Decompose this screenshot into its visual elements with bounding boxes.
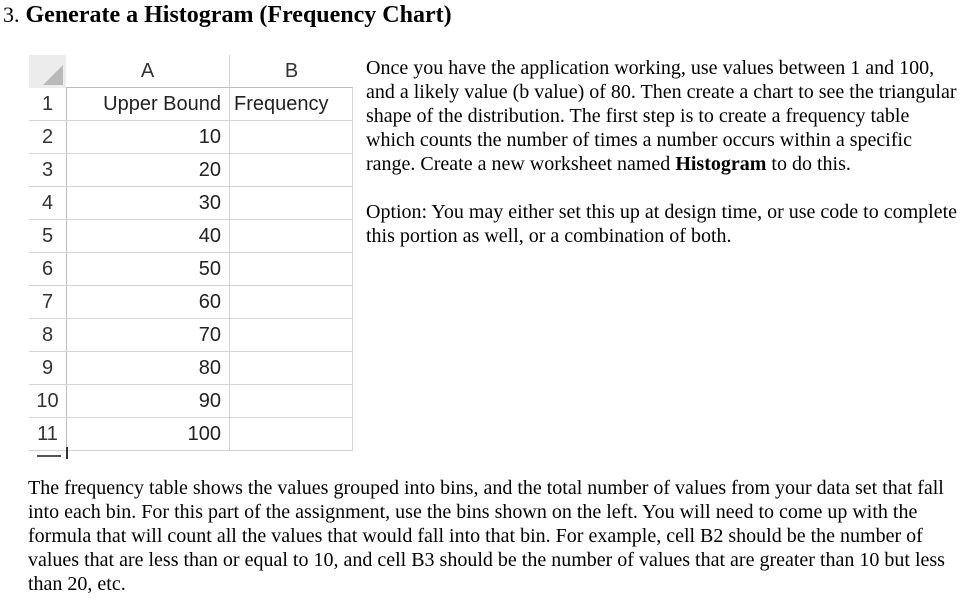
cell-a1[interactable]: Upper Bound [66, 88, 230, 120]
table-row [66, 121, 353, 154]
cell-b8[interactable] [230, 319, 353, 351]
instructions-side [366, 56, 961, 248]
table-row [66, 220, 353, 253]
table-row [66, 418, 353, 451]
row-header[interactable]: 10 [29, 385, 66, 418]
section-title: Generate a Histogram (Frequency Chart) [25, 2, 452, 28]
cell-b9[interactable] [230, 352, 353, 384]
instructions-paragraph-1 [366, 56, 961, 176]
select-all-triangle-icon [43, 65, 63, 85]
cell-a3[interactable]: 20 [66, 154, 230, 186]
row-header[interactable]: 4 [29, 187, 66, 220]
table-row [66, 352, 353, 385]
instructions-paragraph-3: The frequency table shows the values grouped into bins, and the total number of values from your data set that fall into each bin. For this part of the assignment, use the bins shown on the left. You will need to come up with the formula that will count all the values that would fall into that bin. For example, cell B2 should be the number of values that are less than or equal to 10, and cell B3 should be the number of values that are greater than 10 but less than 20, etc. [28, 477, 945, 595]
cell-a10[interactable]: 90 [66, 385, 230, 417]
cell-b6[interactable] [230, 253, 353, 285]
sheet-right-border [352, 88, 353, 451]
row-header[interactable]: 6 [29, 253, 66, 286]
cell-b5[interactable] [230, 220, 353, 252]
cell-a9[interactable]: 80 [66, 352, 230, 384]
cell-grid [66, 88, 353, 451]
instructions-text-1b: to do this. [766, 153, 851, 175]
cell-a8[interactable]: 70 [66, 319, 230, 351]
row-header[interactable]: 3 [29, 154, 66, 187]
cell-a11[interactable]: 100 [66, 418, 230, 450]
cell-a5[interactable]: 40 [66, 220, 230, 252]
cell-b10[interactable] [230, 385, 353, 417]
table-row [66, 286, 353, 319]
table-row [66, 88, 353, 121]
cell-a7[interactable]: 60 [66, 286, 230, 318]
row-header[interactable]: 2 [29, 121, 66, 154]
row-header[interactable]: 8 [29, 319, 66, 352]
table-row [66, 385, 353, 418]
row-headers [29, 88, 67, 451]
row-header[interactable]: 5 [29, 220, 66, 253]
table-row [66, 253, 353, 286]
section-heading [3, 2, 452, 29]
cell-a4[interactable]: 30 [66, 187, 230, 219]
column-header-a[interactable]: A [66, 55, 230, 88]
cell-a2[interactable]: 10 [66, 121, 230, 153]
cell-b3[interactable] [230, 154, 353, 186]
row-header[interactable]: 1 [29, 88, 66, 121]
instructions-bottom [28, 476, 962, 596]
instructions-paragraph-2: Option: You may either set this up at design time, or use code to complete this portion as well, or a combination of both. [366, 201, 958, 247]
table-row [66, 319, 353, 352]
row-header[interactable]: 11 [29, 418, 66, 451]
row-header[interactable]: 7 [29, 286, 66, 319]
table-row [66, 154, 353, 187]
spreadsheet-table [29, 55, 353, 460]
cropped-row-tick [66, 447, 68, 459]
cell-b11[interactable] [230, 418, 353, 450]
cropped-row-dash [37, 455, 61, 457]
row-header[interactable]: 9 [29, 352, 66, 385]
cell-b1[interactable]: Frequency [230, 88, 353, 120]
table-row [66, 187, 353, 220]
select-all-corner[interactable] [29, 55, 66, 88]
cropped-row-edge [29, 451, 66, 460]
cell-a6[interactable]: 50 [66, 253, 230, 285]
section-number: 3. [3, 2, 20, 27]
cell-b4[interactable] [230, 187, 353, 219]
worksheet-name: Histogram [675, 153, 767, 175]
cell-b2[interactable] [230, 121, 353, 153]
column-header-b[interactable]: B [230, 55, 353, 88]
instructions-text-1a: Once you have the application working, use values between 1 and 100, and a likely value (b value) of 80. Then create a chart to see the triangular shape of the distribution. The first step is to create a frequency table which counts the number of times a number occurs within a specific range. Create a new worksheet named [366, 57, 957, 175]
cell-b7[interactable] [230, 286, 353, 318]
